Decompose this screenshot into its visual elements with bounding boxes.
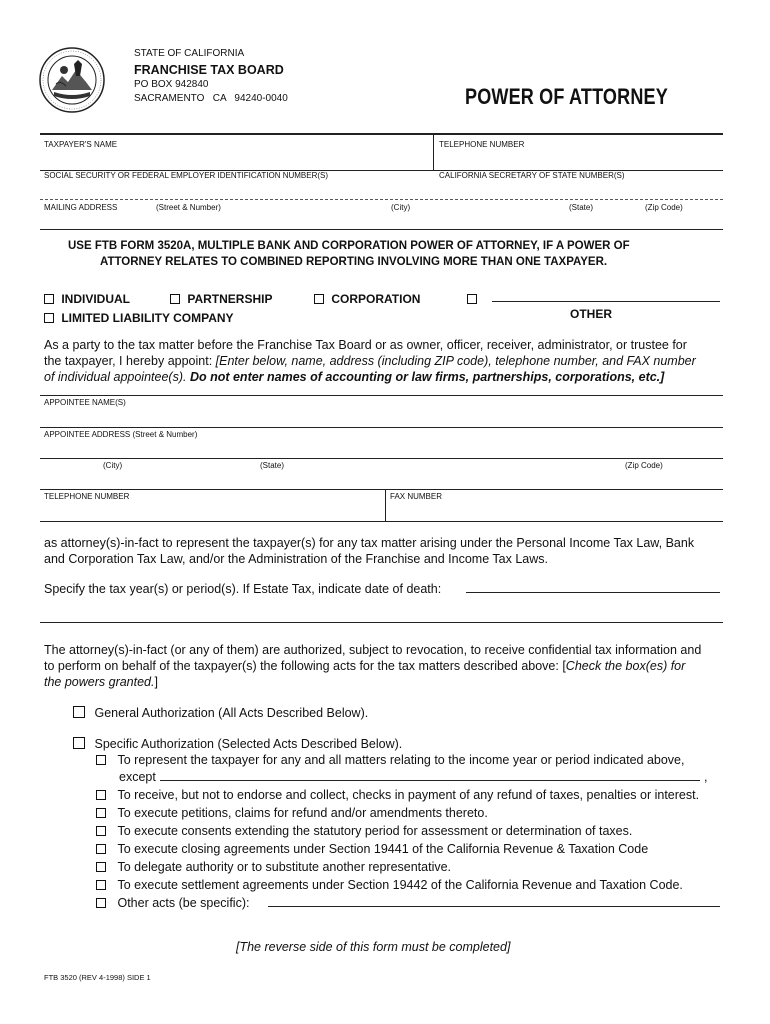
rule [40, 229, 723, 230]
power-label: To execute closing agreements under Section 19441 of the California Revenue & Taxation Code [117, 842, 649, 856]
ssn-label: SOCIAL SECURITY OR FEDERAL EMPLOYER IDENTIFICATION NUMBER(S) [44, 171, 329, 180]
power-item[interactable] [96, 895, 249, 911]
llc-option[interactable] [44, 311, 234, 325]
appointee-names-field[interactable] [40, 427, 723, 428]
other-acts-field[interactable] [268, 906, 720, 907]
general-authorization-checkbox[interactable] [73, 706, 85, 718]
authority-line-3-instruction: the powers granted. [44, 675, 155, 689]
power-checkbox[interactable] [96, 880, 106, 890]
form-title: POWER OF ATTORNEY [465, 84, 668, 109]
power-item[interactable] [96, 841, 648, 857]
appointee-fax-label: FAX NUMBER [390, 492, 443, 501]
appointee-state-label: (State) [260, 461, 285, 470]
tax-year-field[interactable] [466, 592, 720, 593]
power-item[interactable] [96, 859, 451, 875]
llc-checkbox[interactable] [44, 313, 54, 323]
partnership-label: PARTNERSHIP [187, 292, 273, 306]
general-authorization-label: General Authorization (All Acts Described Below). [94, 706, 369, 720]
power-item[interactable] [96, 752, 684, 768]
divider [385, 489, 386, 521]
except-comma: , [704, 770, 708, 784]
individual-label: INDIVIDUAL [61, 292, 131, 306]
specific-authorization-option[interactable] [73, 736, 402, 752]
corporation-checkbox[interactable] [314, 294, 324, 304]
power-checkbox[interactable] [96, 755, 106, 765]
power-item[interactable] [96, 823, 632, 839]
form-number: FTB 3520 (REV 4-1998) SIDE 1 [44, 973, 151, 982]
power-label: To execute settlement agreements under Section 19442 of the California Revenue and Taxation Code. [117, 878, 683, 892]
specific-authorization-checkbox[interactable] [73, 737, 85, 749]
zip-label: (Zip Code) [645, 203, 683, 212]
header-city: SACRAMENTO CA 94240-0040 [134, 93, 288, 104]
notice-line-1: USE FTB FORM 3520A, MULTIPLE BANK AND CORPORATION POWER OF ATTORNEY, IF A POWER OF [68, 240, 630, 252]
attorney-line-2: and Corporation Tax Law, and/or the Administration of the Franchise and Income Tax Laws. [44, 552, 548, 566]
state-label: (State) [569, 203, 594, 212]
individual-option[interactable] [44, 292, 130, 306]
header-pobox: PO BOX 942840 [134, 79, 209, 90]
appoint-line-2-text: the taxpayer, I hereby appoint: [44, 354, 216, 368]
divider [433, 134, 434, 170]
power-label: To delegate authority or to substitute another representative. [117, 860, 452, 874]
power-checkbox[interactable] [96, 826, 106, 836]
appoint-line-1: As a party to the tax matter before the Franchise Tax Board or as owner, officer, receiver, administrator, or trustee for [44, 338, 687, 352]
power-label: Other acts (be specific): [117, 896, 250, 910]
street-label: (Street & Number) [156, 203, 221, 212]
notice-line-2: ATTORNEY RELATES TO COMBINED REPORTING INVOLVING MORE THAN ONE TAXPAYER. [100, 256, 608, 268]
appoint-line-2-instruction: [Enter below, name, address (including ZIP code), telephone number, and FAX number [215, 354, 696, 368]
attorney-line-1: as attorney(s)-in-fact to represent the taxpayer(s) for any tax matter arising under the Personal Income Tax Law, Bank [44, 536, 695, 550]
rule [40, 395, 723, 396]
header-state: STATE OF CALIFORNIA [134, 48, 245, 59]
appointee-phone-label: TELEPHONE NUMBER [44, 492, 130, 501]
power-item[interactable] [96, 877, 683, 893]
power-checkbox[interactable] [96, 790, 106, 800]
rule [40, 199, 723, 200]
tax-year-continuation-field[interactable] [40, 622, 723, 623]
authority-line-1: The attorney(s)-in-fact (or any of them) are authorized, subject to revocation, to receive confidential tax information and [44, 643, 702, 657]
corporation-label: CORPORATION [331, 292, 421, 306]
other-checkbox[interactable] [467, 294, 477, 304]
other-entity-field[interactable] [492, 301, 720, 302]
telephone-label: TELEPHONE NUMBER [439, 140, 525, 149]
power-item[interactable] [96, 787, 699, 803]
individual-checkbox[interactable] [44, 294, 54, 304]
authority-line-3-bracket: ] [154, 675, 158, 689]
appointee-names-label: APPOINTEE NAME(S) [44, 398, 126, 407]
power-label: To execute petitions, claims for refund and/or amendments thereto. [117, 806, 488, 820]
authority-line-2-text: to perform on behalf of the taxpayer(s) the following acts for the tax matters described above: [ [44, 659, 566, 673]
appoint-line-3 [44, 369, 664, 385]
appointee-address-label: APPOINTEE ADDRESS (Street & Number) [44, 430, 198, 439]
authority-line-3 [44, 674, 158, 690]
appointee-city-field[interactable] [40, 489, 723, 490]
city-label: (City) [391, 203, 411, 212]
appointee-address-field[interactable] [40, 458, 723, 459]
authority-line-2-instruction: Check the box(es) for [565, 659, 686, 673]
power-label: To receive, but not to endorse and collect, checks in payment of any refund of taxes, penalties or interest. [117, 788, 700, 802]
appoint-line-2 [44, 353, 696, 369]
mailing-address-label: MAILING ADDRESS [44, 203, 118, 212]
other-label: OTHER [570, 307, 612, 321]
corporation-option[interactable] [314, 292, 420, 306]
appoint-line-3-warning: Do not enter names of accounting or law firms, partnerships, corporations, etc.] [189, 370, 665, 384]
authority-line-2 [44, 658, 685, 674]
appoint-line-3-text: of individual appointee(s). [44, 370, 190, 384]
header-board: FRANCHISE TAX BOARD [134, 63, 284, 77]
except-field[interactable] [160, 780, 700, 781]
power-label: To represent the taxpayer for any and all matters relating to the income year or period indicated above, [117, 753, 685, 767]
reverse-side-note: [The reverse side of this form must be completed] [236, 940, 511, 954]
partnership-checkbox[interactable] [170, 294, 180, 304]
specify-label: Specify the tax year(s) or period(s). If Estate Tax, indicate date of death: [44, 582, 442, 596]
except-label: except [119, 770, 156, 784]
taxpayer-name-label: TAXPAYER'S NAME [44, 140, 118, 149]
appointee-zip-label: (Zip Code) [625, 461, 663, 470]
llc-label: LIMITED LIABILITY COMPANY [61, 311, 234, 325]
power-checkbox[interactable] [96, 862, 106, 872]
top-rule [40, 133, 723, 135]
specific-authorization-label: Specific Authorization (Selected Acts Described Below). [94, 737, 403, 751]
sos-label: CALIFORNIA SECRETARY OF STATE NUMBER(S) [439, 171, 625, 180]
power-checkbox[interactable] [96, 808, 106, 818]
power-item[interactable] [96, 805, 488, 821]
appointee-phone-field[interactable] [40, 521, 723, 522]
power-checkbox[interactable] [96, 898, 106, 908]
appointee-city-label: (City) [103, 461, 123, 470]
power-checkbox[interactable] [96, 844, 106, 854]
power-label: To execute consents extending the statutory period for assessment or determination of taxes. [117, 824, 633, 838]
general-authorization-option[interactable] [73, 705, 368, 721]
state-seal-logo [38, 46, 106, 114]
other-option[interactable] [467, 292, 477, 306]
partnership-option[interactable] [170, 292, 272, 306]
